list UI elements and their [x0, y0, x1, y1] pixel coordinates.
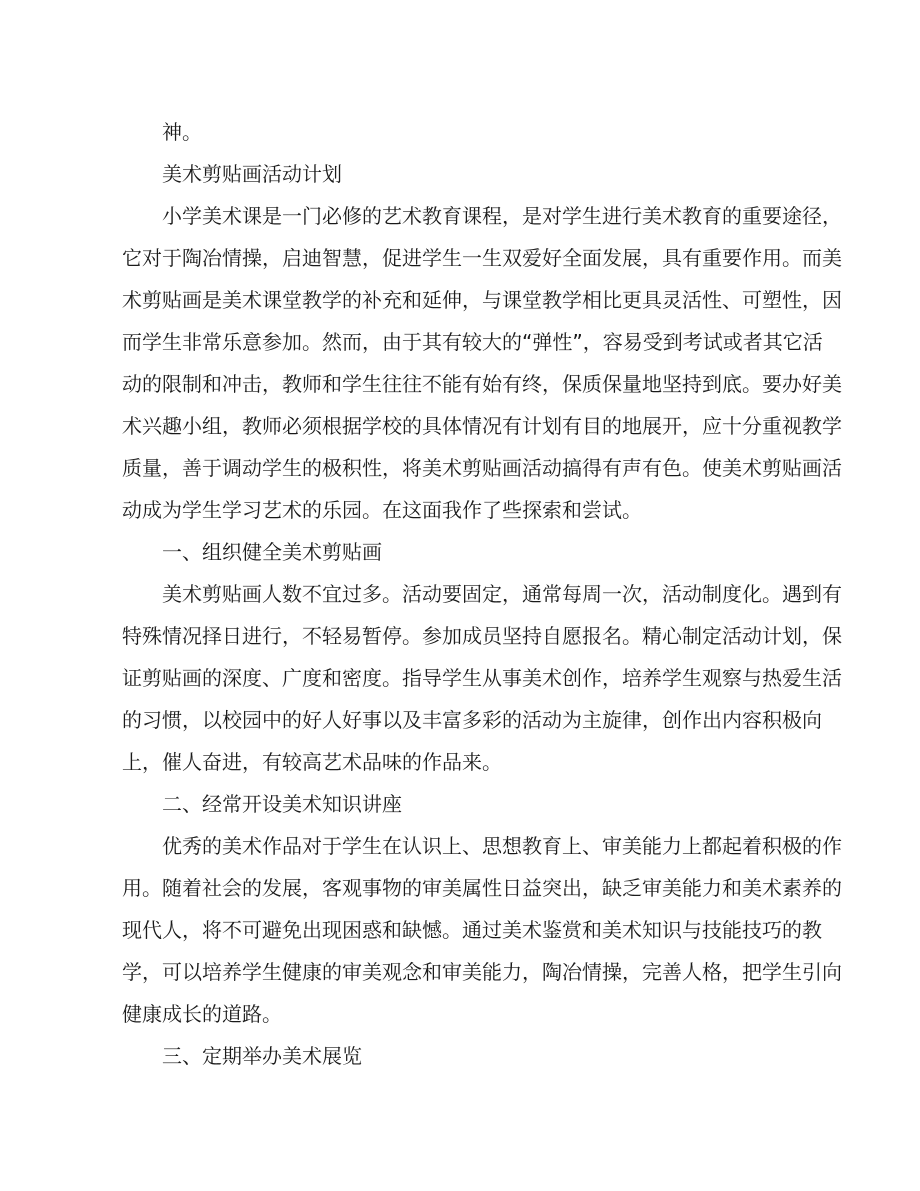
section-heading: 美术剪贴画活动计划: [162, 162, 342, 186]
paragraph-line: 特殊情况择日进行，不轻易暂停。参加成员坚持自愿报名。精心制定活动计划，保: [122, 624, 842, 648]
paragraph-line: 上，催人奋进，有较高艺术品味的作品来。: [122, 750, 502, 774]
paragraph-line: 美术剪贴画人数不宜过多。活动要固定，通常每周一次，活动制度化。遇到有: [162, 582, 842, 606]
paragraph-line: 它对于陶冶情操，启迪智慧，促进学生一生双爱好全面发展，具有重要作用。而美: [122, 246, 842, 270]
paragraph-line: 动的限制和冲击，教师和学生往往不能有始有终，保质保量地坚持到底。要办好美: [122, 372, 842, 396]
paragraph-line: 小学美术课是一门必修的艺术教育课程，是对学生进行美术教育的重要途径，: [162, 204, 842, 228]
paragraph-line: 的习惯，以校园中的好人好事以及丰富多彩的活动为主旋律，创作出内容积极向: [122, 708, 822, 732]
paragraph-line: 健康成长的道路。: [122, 1002, 282, 1026]
paragraph-line: 现代人，将不可避免出现困惑和缺憾。通过美术鉴赏和美术知识与技能技巧的教: [122, 918, 822, 942]
section-heading: 三、定期举办美术展览: [162, 1044, 362, 1068]
paragraph-line: 术剪贴画是美术课堂教学的补充和延伸，与课堂教学相比更具灵活性、可塑性，因: [122, 288, 842, 312]
paragraph-line: 用。随着社会的发展，客观事物的审美属性日益突出，缺乏审美能力和美术素养的: [122, 876, 842, 900]
paragraph-line: 质量，善于调动学生的极积性，将美术剪贴画活动搞得有声有色。使美术剪贴画活: [122, 456, 842, 480]
paragraph-line: 而学生非常乐意参加。然而，由于其有较大的“弹性”，容易受到考试或者其它活: [122, 330, 823, 354]
text-line: 神。: [162, 120, 202, 144]
paragraph-line: 学，可以培养学生健康的审美观念和审美能力，陶冶情操，完善人格，把学生引向: [122, 960, 842, 984]
paragraph-line: 术兴趣小组，教师必须根据学校的具体情况有计划有目的地展开，应十分重视教学: [122, 414, 842, 438]
paragraph-line: 优秀的美术作品对于学生在认识上、思想教育上、审美能力上都起着积极的作: [162, 834, 842, 858]
paragraph-line: 动成为学生学习艺术的乐园。在这面我作了些探索和尝试。: [122, 498, 642, 522]
section-heading: 一、组织健全美术剪贴画: [162, 540, 382, 564]
paragraph-line: 证剪贴画的深度、广度和密度。指导学生从事美术创作，培养学生观察与热爱生活: [122, 666, 842, 690]
section-heading: 二、经常开设美术知识讲座: [162, 792, 402, 816]
